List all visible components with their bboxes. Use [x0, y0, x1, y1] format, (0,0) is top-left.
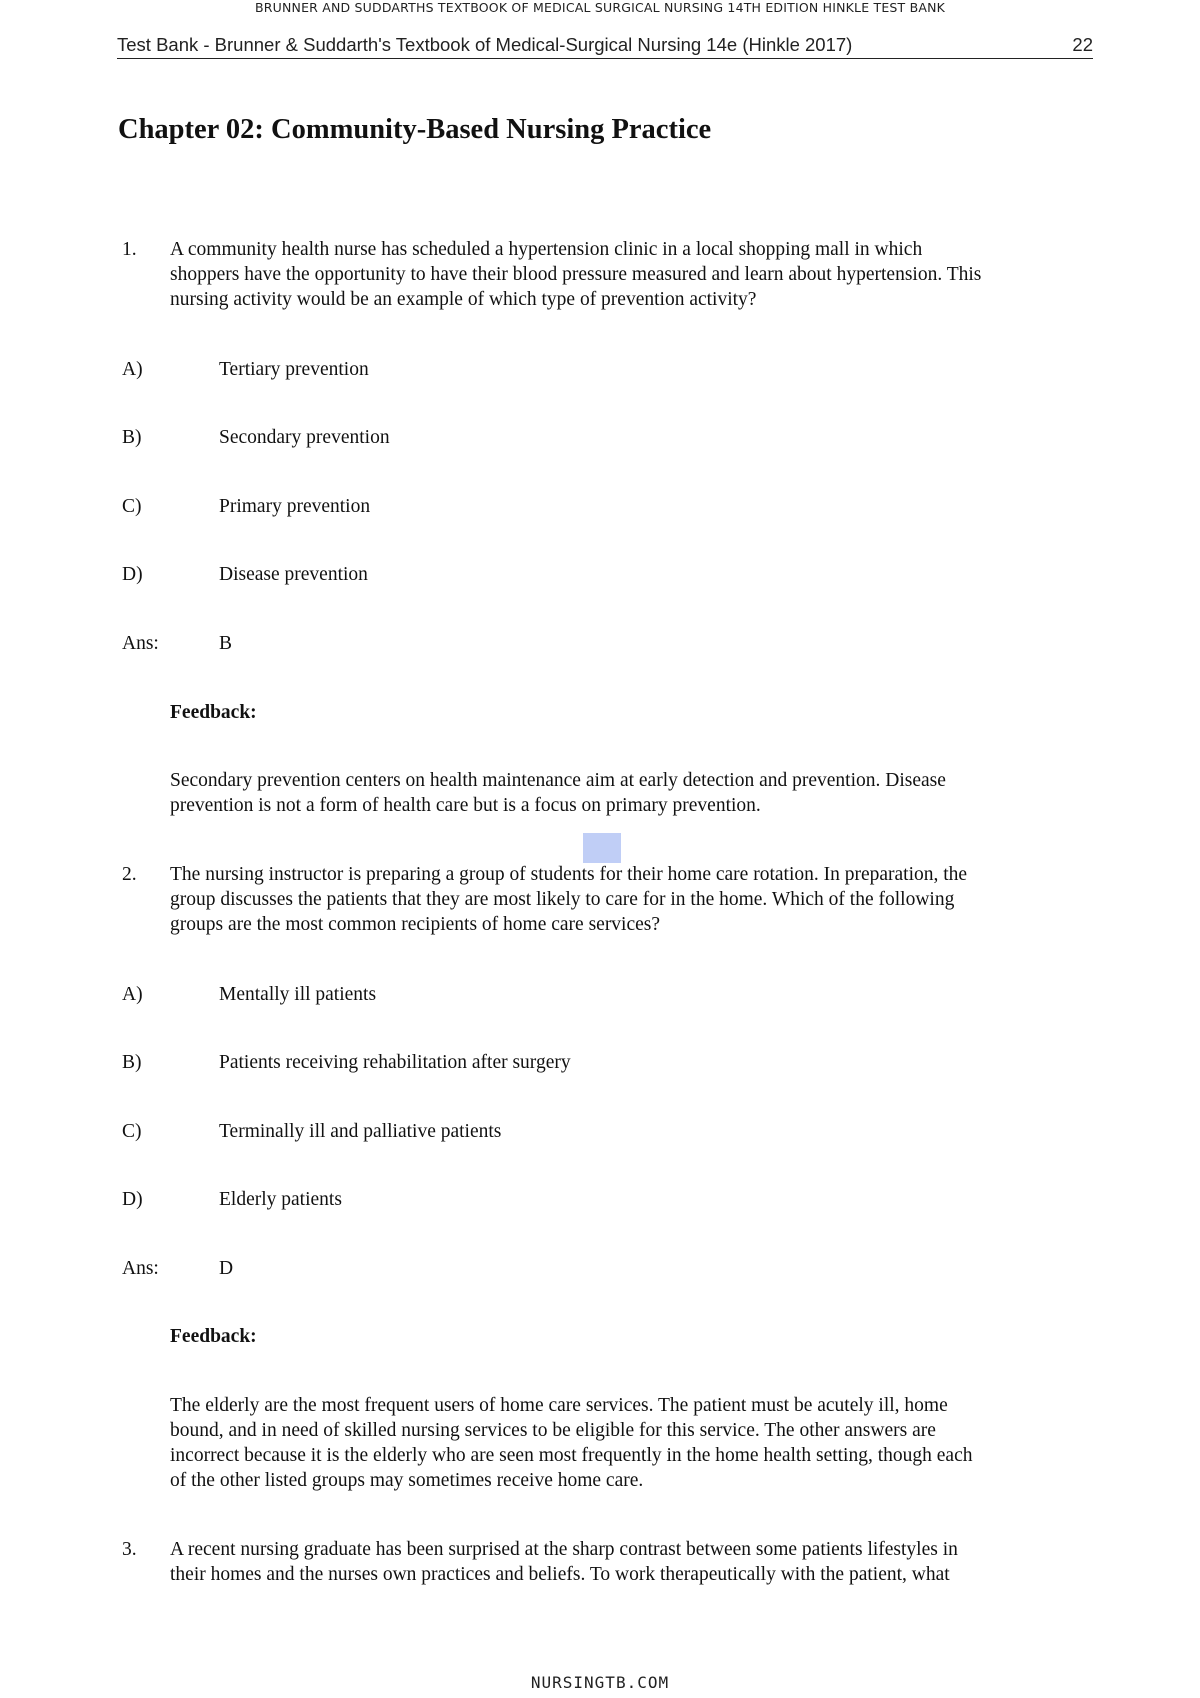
feedback-heading: Feedback:	[170, 702, 257, 723]
option-text: Elderly patients	[219, 1189, 342, 1210]
footer-watermark: NURSINGTB.COM	[530, 1673, 670, 1692]
option-label: C)	[122, 496, 142, 517]
running-header	[117, 34, 1093, 59]
answer-value: B	[219, 633, 233, 654]
answer-value: D	[219, 1258, 234, 1279]
question-text-line: A recent nursing graduate has been surprised at the sharp contrast between some patients lifestyles in	[170, 1539, 958, 1560]
option-label: C)	[122, 1121, 142, 1142]
selection-highlight	[583, 833, 621, 863]
feedback-heading: Feedback:	[170, 1326, 257, 1347]
top-banner: BRUNNER AND SUDDARTHS TEXTBOOK OF MEDICAL SURGICAL NURSING 14TH EDITION HINKLE TEST BANK	[254, 0, 946, 15]
option-label: A)	[122, 984, 143, 1005]
answer-label: Ans:	[122, 633, 159, 654]
header-title: Test Bank - Brunner & Suddarth's Textbook of Medical-Surgical Nursing 14e (Hinkle 2017)	[117, 34, 853, 55]
feedback-text-line: prevention is not a form of health care but is a focus on primary prevention.	[170, 795, 761, 816]
feedback-text-line: Secondary prevention centers on health maintenance aim at early detection and prevention. Disease	[170, 770, 946, 791]
question-number: 2.	[122, 864, 137, 885]
option-label: A)	[122, 359, 143, 380]
question-text-line: A community health nurse has scheduled a hypertension clinic in a local shopping mall in which	[170, 239, 923, 260]
option-label: D)	[122, 564, 143, 585]
feedback-text-line: The elderly are the most frequent users of home care services. The patient must be acutely ill, home	[170, 1395, 948, 1416]
feedback-text-line: incorrect because it is the elderly who are seen most frequently in the home health setting, though each	[170, 1445, 973, 1466]
option-label: B)	[122, 427, 142, 448]
option-text: Primary prevention	[219, 496, 371, 517]
option-text: Tertiary prevention	[219, 359, 369, 380]
option-label: D)	[122, 1189, 143, 1210]
question-number: 3.	[122, 1539, 137, 1560]
chapter-title: Chapter 02: Community-Based Nursing Practice	[118, 114, 712, 145]
feedback-text-line: bound, and in need of skilled nursing services to be eligible for this service. The other answers are	[170, 1420, 936, 1441]
question-text-line: their homes and the nurses own practices and beliefs. To work therapeutically with the patient, what	[170, 1564, 950, 1585]
feedback-text-line: of the other listed groups may sometimes receive home care.	[170, 1470, 644, 1491]
option-label: B)	[122, 1052, 142, 1073]
option-text: Disease prevention	[219, 564, 368, 585]
answer-label: Ans:	[122, 1258, 159, 1279]
question-text-line: nursing activity would be an example of which type of prevention activity?	[170, 289, 757, 310]
question-text-line: shoppers have the opportunity to have their blood pressure measured and learn about hypertension. This	[170, 264, 982, 285]
question-number: 1.	[122, 239, 137, 260]
option-text: Terminally ill and palliative patients	[219, 1121, 502, 1142]
option-text: Secondary prevention	[219, 427, 390, 448]
page-number: 22	[1072, 34, 1093, 55]
question-text-line: The nursing instructor is preparing a group of students for their home care rotation. In preparation, the	[170, 864, 968, 885]
option-text: Mentally ill patients	[219, 984, 377, 1005]
option-text: Patients receiving rehabilitation after surgery	[219, 1052, 571, 1073]
question-text-line: groups are the most common recipients of home care services?	[170, 914, 661, 935]
question-text-line: group discusses the patients that they are most likely to care for in the home. Which of the following	[170, 889, 955, 910]
